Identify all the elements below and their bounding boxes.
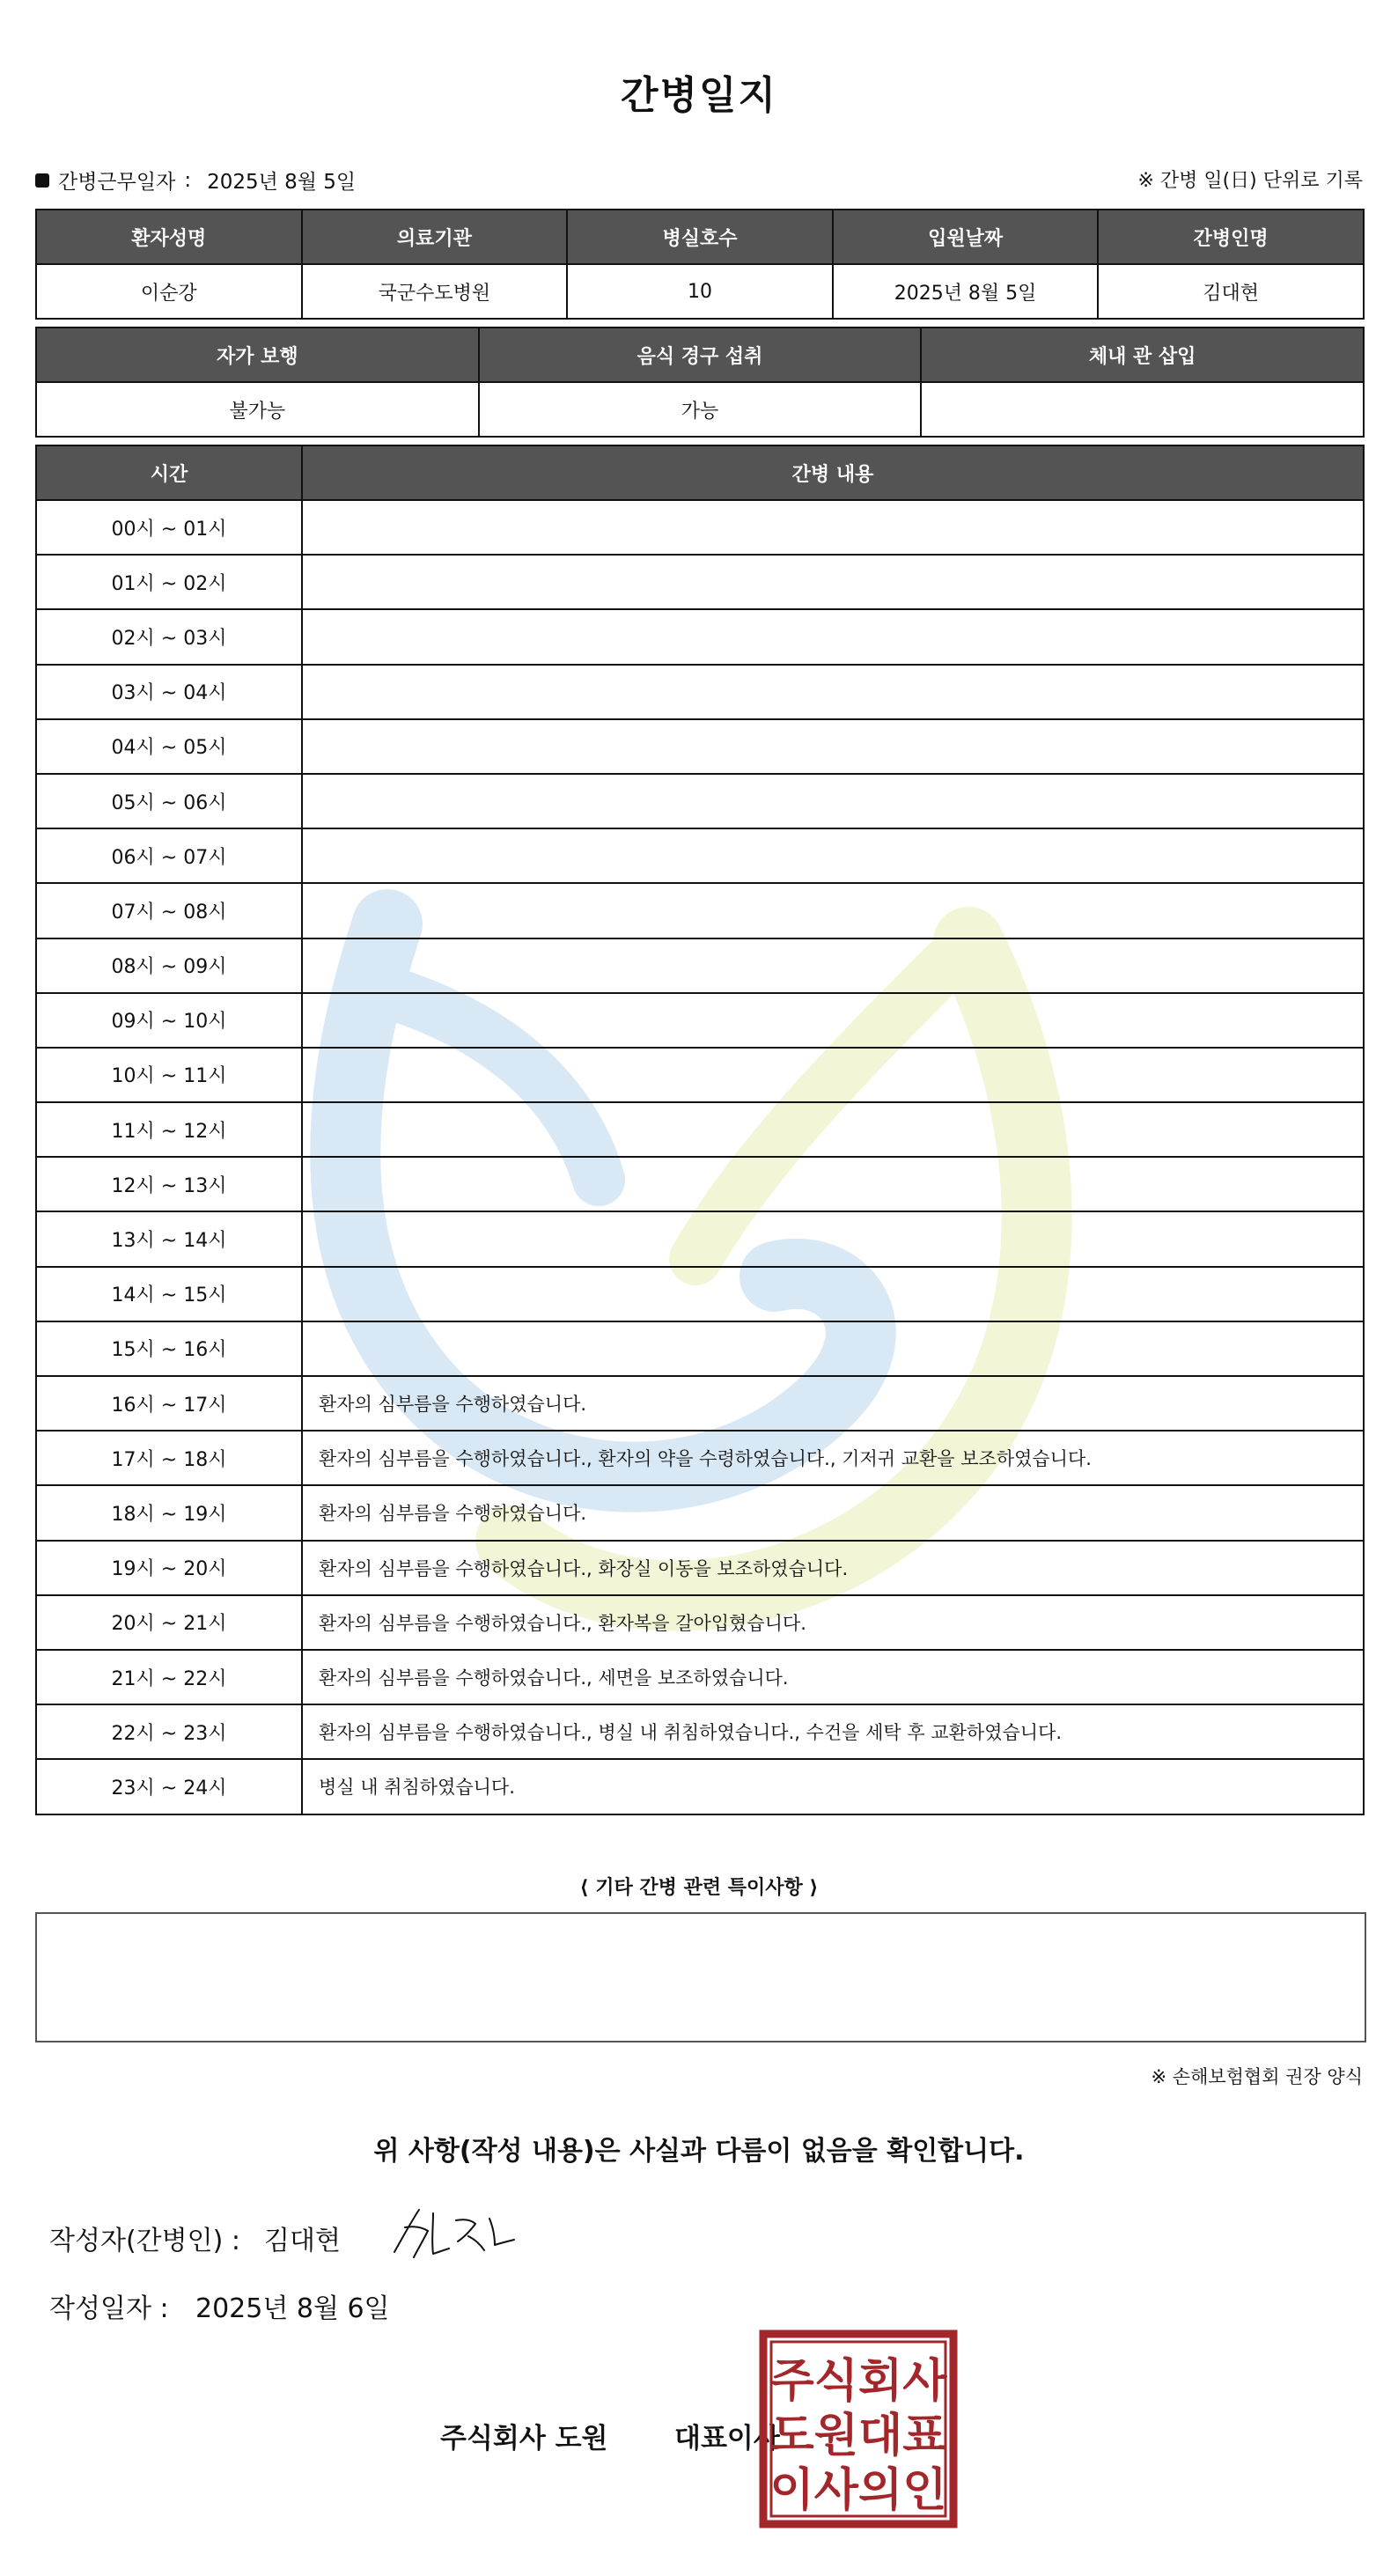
header-oral-intake: 음식 경구 섭취 — [479, 328, 922, 382]
care-log-content — [302, 1267, 1364, 1321]
care-log-content — [302, 774, 1364, 828]
patient-info-value-row — [36, 264, 1364, 319]
care-log-content — [302, 719, 1364, 774]
special-notes-box — [35, 1912, 1366, 2042]
care-log-time: 16시 ~ 17시 — [36, 1376, 302, 1431]
care-log-row — [36, 1321, 1364, 1376]
care-log-content — [302, 665, 1364, 719]
care-log-time: 11시 ~ 12시 — [36, 1102, 302, 1157]
header-patient-name: 환자성명 — [36, 210, 302, 264]
care-log-row — [36, 1376, 1364, 1431]
care-log-row — [36, 1704, 1364, 1759]
care-log-time: 04시 ~ 05시 — [36, 719, 302, 774]
care-log-row — [36, 1541, 1364, 1595]
care-log-content: 환자의 심부름을 수행하였습니다. — [302, 1485, 1364, 1540]
care-log-time: 08시 ~ 09시 — [36, 938, 302, 993]
care-log-time: 20시 ~ 21시 — [36, 1595, 302, 1650]
square-bullet-icon — [35, 173, 49, 188]
company-name: 주식회사 도원 — [440, 2423, 608, 2455]
care-log-time: 15시 ~ 16시 — [36, 1321, 302, 1376]
care-log-time: 23시 ~ 24시 — [36, 1759, 302, 1814]
care-log-row — [36, 1102, 1364, 1157]
care-log-row — [36, 1595, 1364, 1650]
care-log-time: 13시 ~ 14시 — [36, 1211, 302, 1266]
care-log-time: 05시 ~ 06시 — [36, 774, 302, 828]
care-log-content — [302, 1321, 1364, 1376]
write-date-label: 작성일자 : — [49, 2293, 169, 2324]
care-log-row — [36, 1267, 1364, 1321]
patient-info-table — [35, 209, 1365, 320]
page-title: 간병일지 — [620, 73, 777, 118]
care-log-row — [36, 1650, 1364, 1704]
value-room-number: 10 — [567, 264, 833, 319]
care-log-row — [36, 883, 1364, 938]
seal-line-3: 이사의인 — [769, 2464, 947, 2517]
care-log-content — [302, 828, 1364, 883]
care-log-content — [302, 938, 1364, 993]
confirmation-statement: 위 사항(작성 내용)은 사실과 다름이 없음을 확인합니다. — [373, 2136, 1025, 2167]
care-log-row — [36, 555, 1364, 609]
work-date-label: 간병근무일자 — [58, 171, 176, 194]
care-log-time: 19시 ~ 20시 — [36, 1541, 302, 1595]
value-self-walking: 불가능 — [36, 382, 479, 437]
care-log-table — [35, 445, 1365, 1815]
care-log-row — [36, 1157, 1364, 1211]
care-log-time: 07시 ~ 08시 — [36, 883, 302, 938]
seal-line-1: 주식회사 — [769, 2355, 947, 2408]
care-log-row — [36, 1048, 1364, 1102]
care-log-body — [36, 500, 1364, 1814]
care-log-content — [302, 1211, 1364, 1266]
care-log-time: 17시 ~ 18시 — [36, 1431, 302, 1485]
care-log-row — [36, 993, 1364, 1048]
care-log-content: 환자의 심부름을 수행하였습니다., 병실 내 취침하였습니다., 수건을 세탁 후 교환하였습니다. — [302, 1704, 1364, 1759]
special-notes-title: ⟨ 기타 간병 관련 특이사항 ⟩ — [579, 1877, 819, 1899]
care-log-time: 06시 ~ 07시 — [36, 828, 302, 883]
writer-label: 작성자(간병인) : — [49, 2226, 240, 2256]
care-log-content: 환자의 심부름을 수행하였습니다., 환자의 약을 수령하였습니다., 기저귀 교환을 보조하였습니다. — [302, 1431, 1364, 1485]
company-seal-stamp — [759, 2329, 958, 2528]
form-note: ※ 손해보험협회 권장 양식 — [1151, 2066, 1363, 2087]
care-log-time: 12시 ~ 13시 — [36, 1157, 302, 1211]
header-caregiver-name: 간병인명 — [1098, 210, 1364, 264]
care-log-time: 18시 ~ 19시 — [36, 1485, 302, 1540]
header-hospital: 의료기관 — [302, 210, 568, 264]
work-date-colon: : — [184, 168, 192, 192]
value-oral-intake: 가능 — [479, 382, 922, 437]
patient-status-header-row — [36, 328, 1364, 382]
header-care-content: 간병 내용 — [302, 445, 1364, 500]
patient-info-header-row — [36, 210, 1364, 264]
care-log-row — [36, 719, 1364, 774]
care-log-content — [302, 609, 1364, 664]
care-log-content — [302, 883, 1364, 938]
handwritten-signature — [387, 2201, 519, 2263]
care-log-time: 21시 ~ 22시 — [36, 1650, 302, 1704]
value-tube-insertion — [921, 382, 1364, 437]
seal-line-2: 도원대표 — [769, 2410, 947, 2462]
care-log-row — [36, 665, 1364, 719]
care-log-header-row — [36, 445, 1364, 500]
care-log-row — [36, 609, 1364, 664]
care-log-row — [36, 500, 1364, 555]
care-log-time: 10시 ~ 11시 — [36, 1048, 302, 1102]
care-log-row — [36, 1431, 1364, 1485]
care-log-content — [302, 993, 1364, 1048]
care-log-content — [302, 1157, 1364, 1211]
patient-status-value-row — [36, 382, 1364, 437]
record-note: ※ 간병 일(日) 단위로 기록 — [1137, 170, 1363, 192]
care-log-time: 02시 ~ 03시 — [36, 609, 302, 664]
care-log-time: 03시 ~ 04시 — [36, 665, 302, 719]
writer-name: 김대현 — [264, 2226, 341, 2256]
care-log-content — [302, 555, 1364, 609]
care-log-time: 00시 ~ 01시 — [36, 500, 302, 555]
header-admission-date: 입원날짜 — [833, 210, 1099, 264]
ceo-title: 대표이사 — [674, 2423, 780, 2455]
care-log-row — [36, 774, 1364, 828]
care-log-row — [36, 1485, 1364, 1540]
work-date — [35, 166, 356, 195]
care-log-content: 환자의 심부름을 수행하였습니다., 세면을 보조하였습니다. — [302, 1650, 1364, 1704]
care-log-time: 22시 ~ 23시 — [36, 1704, 302, 1759]
care-log-time: 14시 ~ 15시 — [36, 1267, 302, 1321]
header-time: 시간 — [36, 445, 302, 500]
care-log-row — [36, 828, 1364, 883]
header-self-walking: 자가 보행 — [36, 328, 479, 382]
work-date-value: 2025년 8월 5일 — [207, 171, 357, 194]
care-log-content: 환자의 심부름을 수행하였습니다., 화장실 이동을 보조하였습니다. — [302, 1541, 1364, 1595]
care-log-row — [36, 1211, 1364, 1266]
write-date-value: 2025년 8월 6일 — [195, 2293, 390, 2324]
care-log-row — [36, 938, 1364, 993]
care-log-content: 환자의 심부름을 수행하였습니다., 환자복을 갈아입혔습니다. — [302, 1595, 1364, 1650]
value-caregiver-name: 김대현 — [1098, 264, 1364, 319]
care-log-content — [302, 500, 1364, 555]
value-admission-date: 2025년 8월 5일 — [833, 264, 1099, 319]
care-log-content — [302, 1102, 1364, 1157]
care-log-content — [302, 1048, 1364, 1102]
care-log-content: 병실 내 취침하였습니다. — [302, 1759, 1364, 1814]
header-tube-insertion: 체내 관 삽입 — [921, 328, 1364, 382]
patient-status-table — [35, 327, 1365, 438]
care-log-time: 09시 ~ 10시 — [36, 993, 302, 1048]
care-log-content: 환자의 심부름을 수행하였습니다. — [302, 1376, 1364, 1431]
header-room-number: 병실호수 — [567, 210, 833, 264]
value-patient-name: 이순강 — [36, 264, 302, 319]
value-hospital: 국군수도병원 — [302, 264, 568, 319]
care-log-row — [36, 1759, 1364, 1814]
care-log-time: 01시 ~ 02시 — [36, 555, 302, 609]
